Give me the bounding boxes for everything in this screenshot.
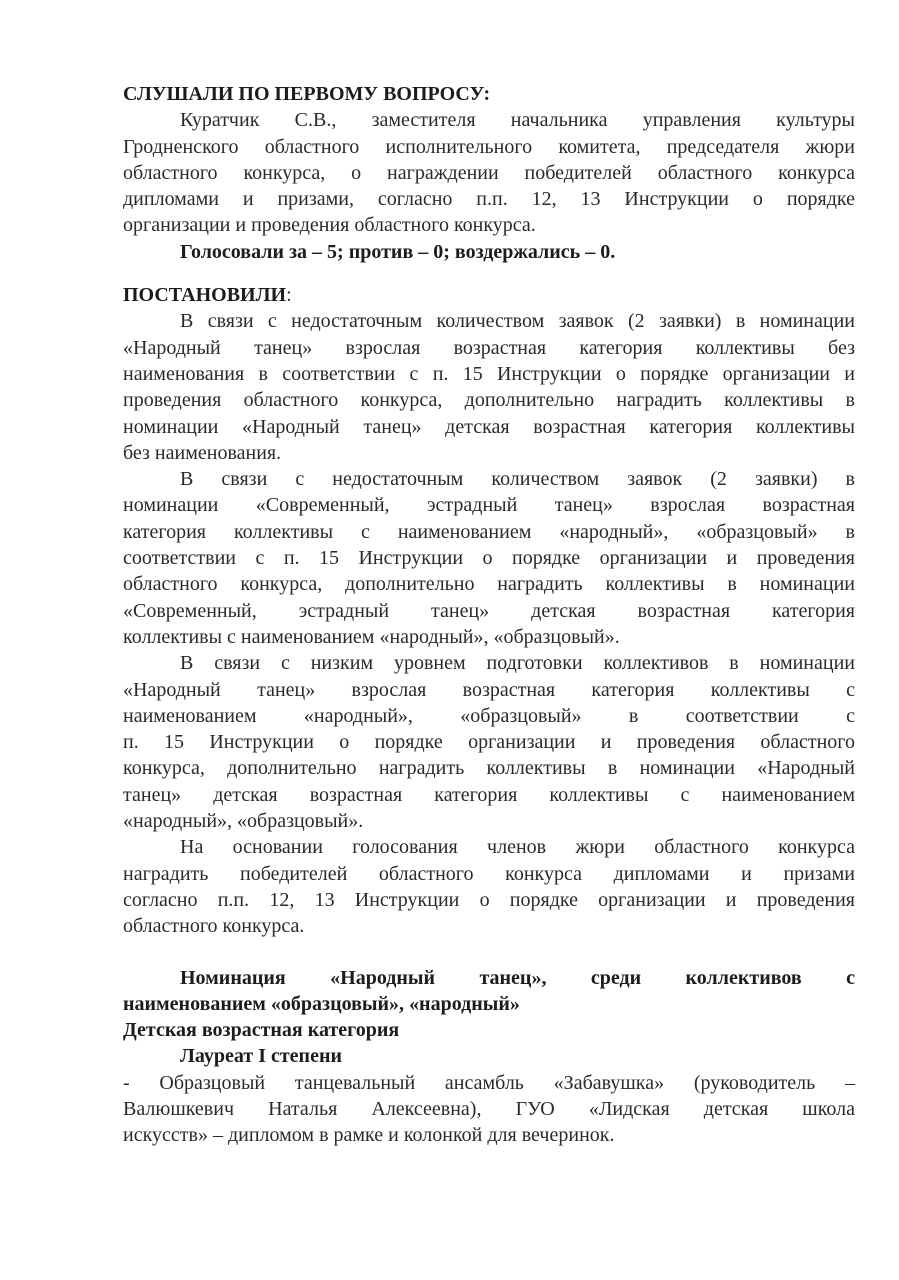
- text-line: номинации «Современный, эстрадный танец» взрослая возрастная: [123, 494, 855, 517]
- age-category: Детская возрастная категория: [123, 1019, 400, 1042]
- text-line: В связи с низким уровнем подготовки коллективов в номинации: [180, 652, 855, 675]
- paragraph-resolution-4: [123, 834, 855, 939]
- award-entry: [123, 1070, 855, 1149]
- text-line: В связи с недостаточным количеством заявок (2 заявки) в номинации: [180, 310, 855, 333]
- text-line: номинации «Народный танец» детская возрастная категория коллективы: [123, 415, 855, 438]
- text-line: «Народный танец» взрослая возрастная категория коллективы без: [123, 336, 855, 359]
- text-line: согласно п.п. 12, 13 Инструкции о порядке организации и проведения: [123, 888, 855, 911]
- text-line: Куратчик С.В., заместителя начальника управления культуры: [180, 109, 855, 132]
- text-line: организации и проведения областного конкурса.: [123, 214, 536, 237]
- heading-heard: СЛУШАЛИ ПО ПЕРВОМУ ВОПРОСУ:: [123, 83, 491, 105]
- text-line: На основании голосования членов жюри областного конкурса: [180, 836, 855, 859]
- paragraph-heard: [123, 107, 855, 238]
- text-line: без наименования.: [123, 441, 282, 464]
- text-line: «народный», «образцовый».: [123, 810, 364, 833]
- heading-resolved-text: ПОСТАНОВИЛИ: [123, 284, 287, 307]
- text-line: коллективы с наименованием «народный», «образцовый».: [123, 625, 620, 648]
- text-line: наградить победителей областного конкурса дипломами и призами: [123, 862, 855, 885]
- paragraph-resolution-3: [123, 650, 855, 834]
- text-line: областного конкурса, дополнительно наградить коллективы в номинации: [123, 573, 855, 596]
- vote-result: Голосовали за – 5; против – 0; воздержались – 0.: [180, 240, 616, 263]
- text-line: конкурса, дополнительно наградить коллективы в номинации «Народный: [123, 757, 855, 780]
- heading-resolved: [123, 282, 855, 308]
- text-line: Номинация «Народный танец», среди коллективов с: [180, 966, 855, 989]
- text-line: областного конкурса, о награждении победителей областного конкурса: [123, 161, 855, 184]
- laureate-degree: Лауреат I степени: [180, 1045, 343, 1068]
- text-line: Валюшкевич Наталья Алексеевна), ГУО «Лидская детская школа: [123, 1097, 855, 1120]
- document-page: [123, 81, 855, 1149]
- text-line: искусств» – дипломом в рамке и колонкой для вечеринок.: [123, 1124, 615, 1147]
- text-line: «Современный, эстрадный танец» детская возрастная категория: [123, 599, 855, 622]
- text-line: «Народный танец» взрослая возрастная категория коллективы с: [123, 678, 855, 701]
- paragraph-resolution-1: [123, 308, 855, 466]
- text-line: танец» детская возрастная категория коллективы с наименованием: [123, 783, 855, 806]
- text-line: п. 15 Инструкции о порядке организации и проведения областного: [123, 731, 855, 754]
- text-line: соответствии с п. 15 Инструкции о порядке организации и проведения: [123, 547, 855, 570]
- heading-resolved-colon: :: [286, 284, 292, 307]
- text-line: проведения областного конкурса, дополнительно наградить коллективы в: [123, 389, 855, 412]
- text-line: В связи с недостаточным количеством заявок (2 заявки) в: [180, 468, 855, 491]
- text-line: наименованием «образцовый», «народный»: [123, 992, 520, 1015]
- paragraph-resolution-2: [123, 466, 855, 650]
- text-line: наименованием «народный», «образцовый» в соответствии с: [123, 704, 855, 727]
- text-line: - Образцовый танцевальный ансамбль «Забавушка» (руководитель –: [123, 1071, 855, 1094]
- text-line: наименования в соответствии с п. 15 Инструкции о порядке организации и: [123, 362, 855, 385]
- text-line: категория коллективы с наименованием «народный», «образцовый» в: [123, 520, 855, 543]
- text-line: дипломами и призами, согласно п.п. 12, 13 Инструкции о порядке: [123, 188, 855, 211]
- text-line: областного конкурса.: [123, 915, 305, 938]
- text-line: Гродненского областного исполнительного комитета, председателя жюри: [123, 135, 855, 158]
- nomination-heading: [123, 965, 855, 1018]
